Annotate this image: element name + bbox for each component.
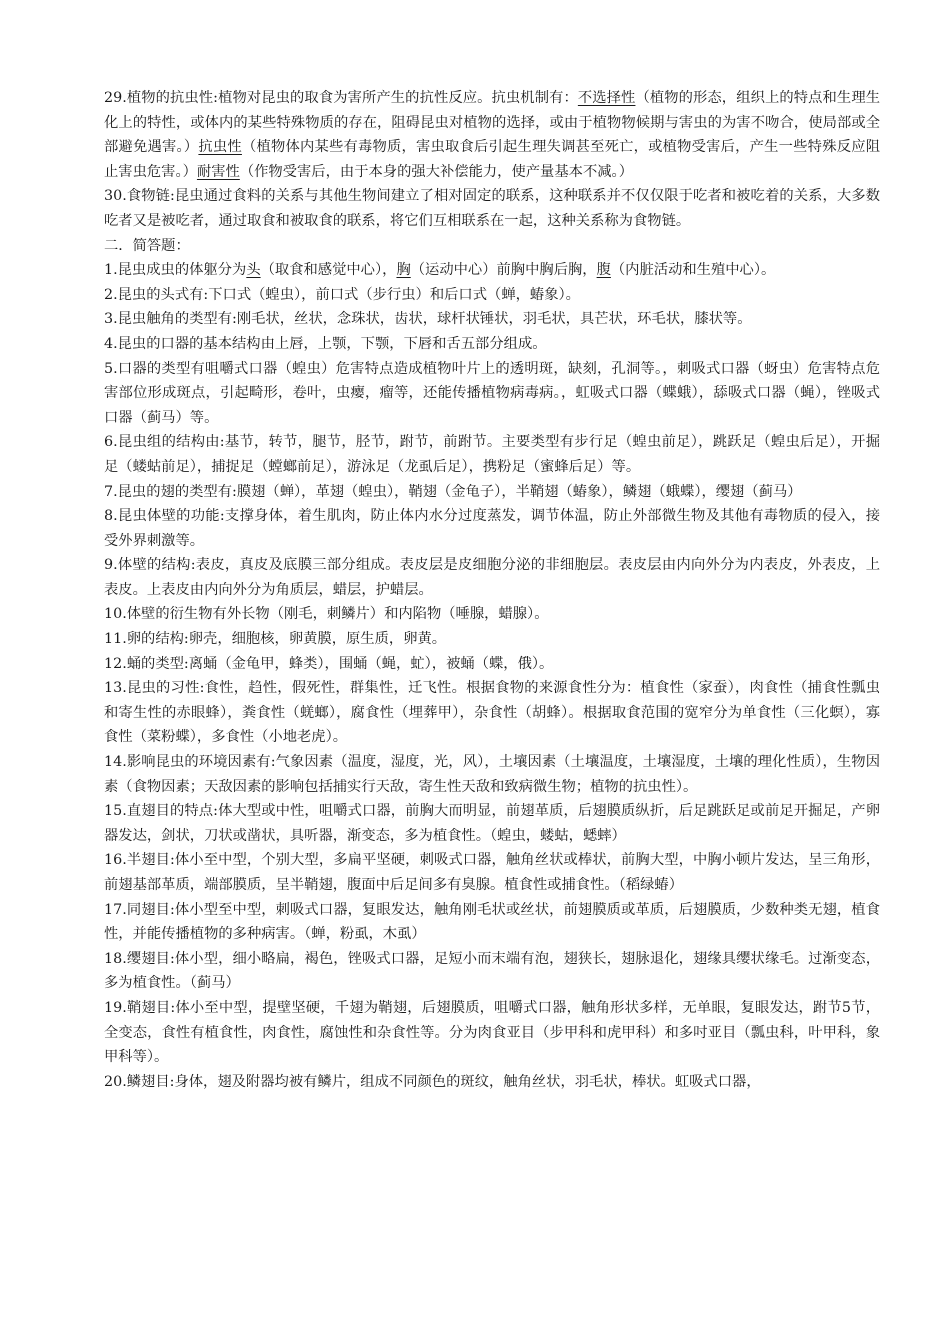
text-run: 11.卵的结构:卵壳，细胞核，卵黄膜，原生质，卵黄。 [104,631,447,648]
text-run: 12.蛹的类型:离蛹（金龟甲，蜂类），围蛹（蝇，虻），被蛹（蝶，俄）。 [104,655,554,672]
text-run: （植物体内某些有毒物质，害虫取食后引起生理失调甚至死亡，或植物受害后，产生一些特殊反应阻止害虫危害。） [104,139,881,180]
underlined-term: 耐害性 [196,163,240,180]
text-run: 30.食物链:昆虫通过食料的关系与其他生物间建立了相对固定的联系，这种联系并不仅仅限于吃者和被吃着的关系，大多数吃者又是被吃者，通过取食和被取食的联系，将它们互相联系在一起，这种关系称为食物链。 [104,188,880,229]
underlined-term: 抗虫性 [198,139,242,156]
paragraph-0 [104,86,880,184]
underlined-term: 头 [246,262,261,279]
paragraph-18 [104,848,880,897]
text-run: 5.口器的类型有咀嚼式口器（蝗虫）危害特点造成植物叶片上的透明斑，缺刻，孔洞等。，刺吸式口器（蚜虫）危害特点危害部位形成斑点，引起畸形，卷叶，虫瘿，瘤等，还能传播植物病毒病。，虹吸式口器（蝶蛾），舔吸式口器（蝇），锉吸式口器（蓟马）等。 [104,360,880,426]
text-run: 10.体壁的衍生物有外长物（刚毛，刺鳞片）和内陷物（唾腺，蜡腺）。 [104,606,549,623]
underlined-term: 不选择性 [577,90,636,106]
paragraph-21 [104,996,880,1070]
text-run: 6.昆虫组的结构由:基节，转节，腿节，胫节，跗节，前跗节。主要类型有步行足（蝗虫前足），跳跃足（蝗虫后足），开掘足（蝼蛄前足），捕捉足（螳螂前足），游泳足（龙虱后足），携粉足（蜜蜂后足）等。 [104,434,880,475]
text-run: 1.昆虫成虫的体躯分为 [104,262,247,279]
text-run: 19.鞘翅目:体小至中型，提壁坚硬，千翅为鞘翅，后翅膜质，咀嚼式口器，触角形状多样，无单眼，复眼发达，跗节5节，全变态，食性有植食性，肉食性，腐蚀性和杂食性等。分为肉食亚目（步甲科和虎甲科）和多吋亚目（瓢虫科，叶甲科，象甲科等）。 [104,999,880,1066]
paragraph-9 [104,480,880,505]
paragraph-20 [104,947,880,996]
text-run: 13.昆虫的习性:食性，趋性，假死性，群集性，迁飞性。根据食物的来源食性分为：植食性（家蚕），肉食性（捕食性瓢虫和寄生性的赤眼蜂），粪食性（蜣螂），腐食性（埋葬甲），杂食性（胡蜂）。根据取食范围的宽窄分为单食性（三化螟），寡食性（菜粉蝶），多食性（小地老虎）。 [104,680,880,746]
text-run: （作物受害后，由于本身的强大补偿能力，使产量基本不减。） [239,163,633,180]
text-run: 15.直翅目的特点:体大型或中性，咀嚼式口器，前胸大而明显，前翅革质，后翅膜质纵折，后足跳跃足或前足开掘足，产卵器发达，剑状，刀状或凿状，具听器，渐变态，多为植食性。（蝗虫，蝼蛄，蟋蟀） [104,803,880,844]
paragraph-17 [104,799,880,848]
paragraph-3 [104,258,880,283]
text-run: 8.昆虫体壁的功能:支撑身体，着生肌肉，防止体内水分过度蒸发，调节体温，防止外部微生物及其他有毒物质的侵入，接受外界刺激等。 [104,508,880,549]
text-run: 9.体壁的结构:表皮，真皮及底膜三部分组成。表皮层是皮细胞分泌的非细胞层。表皮层由内向外分为内表皮，外表皮，上表皮。上表皮由内向外分为角质层，蜡层，护蜡层。 [104,557,880,598]
paragraph-19 [104,898,880,947]
paragraph-8 [104,430,880,479]
text-run: 17.同翅目:体小型至中型，刺吸式口器，复眼发达，触角刚毛状或丝状，前翅膜质或革质，后翅膜质，少数种类无翅，植食性，并能传播植物的多种病害。（蝉，粉虱，木虱） [104,901,880,943]
paragraph-5 [104,307,880,332]
paragraph-10 [104,504,880,553]
paragraph-15 [104,676,880,750]
text-run: 20.鳞翅目:身体，翅及附器均被有鳞片，组成不同颜色的斑纹，触角丝状，羽毛状，棒状。虹吸式口器， [104,1073,761,1090]
text-run: 4.昆虫的口器的基本结构由上唇，上颚，下颚，下唇和舌五部分组成。 [104,335,547,352]
paragraph-1 [104,184,880,233]
paragraph-4 [104,283,880,308]
paragraph-14 [104,652,880,677]
text-body [104,86,880,1094]
text-run: 二．简答题： [104,237,190,254]
paragraph-6 [104,332,880,357]
paragraph-11 [104,553,880,602]
paragraph-12 [104,602,880,627]
text-run: 18.缨翅目:体小型，细小略扁，褐色，锉吸式口器，足短小而末端有泡，翅狭长，翅脉退化，翅缘具缨状缘毛。过渐变态，多为植食性。（蓟马） [104,950,880,992]
underlined-term: 胸 [396,262,411,279]
text-run: 29.植物的抗虫性:植物对昆虫的取食为害所产生的抗性反应。抗虫机制有： [104,90,578,106]
text-run: 2.昆虫的头式有:下口式（蝗虫），前口式（步行虫）和后口式（蝉，蝽象）。 [104,286,580,303]
paragraph-22 [104,1070,880,1095]
paragraph-7 [104,357,880,431]
text-run: 14.影响昆虫的环境因素有:气象因素（温度，湿度，光，风），土壤因素（土壤温度，土壤湿度，土壤的理化性质），生物因素（食物因素；天敌因素的影响包括捕实行天敌，寄生性天敌和致病微生物；植物的抗虫性）。 [104,754,880,795]
text-run: 16.半翅目:体小至中型，个别大型，多扁平坚硬，刺吸式口器，触角丝状或棒状，前胸大型，中胸小顿片发达，呈三角形，前翅基部革质，端部膜质，呈半鞘翅，腹面中后足间多有臭腺。植食性或捕食性。（稻绿蝽） [104,852,880,893]
text-run: 3.昆虫触角的类型有:刚毛状，丝状，念珠状，齿状，球杆状锤状，羽毛状，具芒状，环毛状，膝状等。 [104,311,752,328]
underlined-term: 腹 [596,262,611,279]
paragraph-2 [104,234,880,259]
paragraph-13 [104,627,880,652]
paragraph-16 [104,750,880,799]
text-run: （运动中心）前胸中胸后胸， [410,262,597,279]
text-run: （植物的形态，组织上的特点和生理生化上的特性，或体内的某些特殊物质的存在，阻碍昆虫对植物的选择，或由于植物物候期与害虫的为害不吻合，使局部或全部避免遇害。） [104,90,881,156]
text-run: （取食和感觉中心）， [260,262,397,279]
text-run: 7.昆虫的翅的类型有:膜翅（蝉），革翅（蝗虫），鞘翅（金龟子），半鞘翅（蝽象），鳞翅（蛾蝶），缨翅（蓟马） [104,483,802,500]
text-run: （内脏活动和生殖中心）。 [610,262,776,279]
